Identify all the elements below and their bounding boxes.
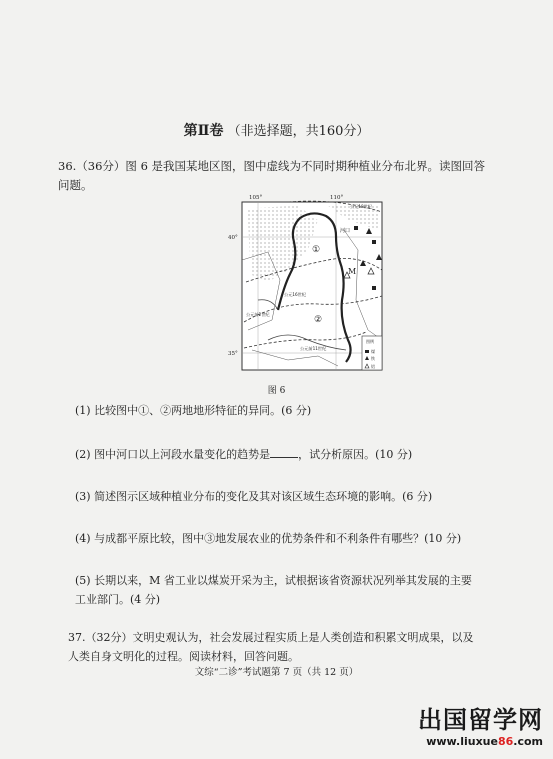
q37-line1: 37.（32分）文明史观认为，社会发展过程实质上是人类创造和积累文明成果，以及 bbox=[68, 631, 474, 644]
label-hekou: 河口 bbox=[340, 228, 351, 234]
question-37 bbox=[68, 628, 518, 666]
map-svg bbox=[228, 190, 392, 382]
label-18c: 公元18世纪 bbox=[350, 204, 373, 209]
watermark-url: www.liuxue86.com bbox=[426, 735, 543, 748]
page-footer: 文综“二诊”考试题第 7 页（共 12 页） bbox=[194, 667, 359, 678]
q36-sub4: (4) 与成都平原比较，图中③地发展农业的优势条件和不利条件有哪些？(10 分) bbox=[75, 532, 462, 545]
q36-sub5-line1: (5) 长期以来，M 省工业以煤炭开采为主，试根据该省资源状况列举其发展的主要 bbox=[75, 574, 472, 587]
q36-sub2-part-a: (2) 图中河口以上河段水量变化的趋势是 bbox=[75, 448, 271, 461]
q36-sub5-line2: 工业部门。(4 分) bbox=[75, 593, 161, 606]
coal-symbol bbox=[372, 286, 376, 290]
figure-6-map bbox=[228, 190, 392, 382]
label-11bc: 公元前11世纪 bbox=[300, 346, 327, 351]
section-title-note: （非选择题，共160分） bbox=[227, 124, 370, 139]
q36-sub5 bbox=[75, 571, 472, 609]
lon-label-105: 105° bbox=[249, 195, 263, 201]
section-title-bold: 第Ⅱ卷 bbox=[183, 123, 224, 139]
legend-title: 图例 bbox=[366, 339, 374, 344]
lon-label-110: 110° bbox=[330, 195, 344, 201]
q36-sub3: (3) 简述图示区域种植业分布的变化及其对该区域生态环境的影响。(6 分) bbox=[75, 490, 433, 503]
label-region-2: ② bbox=[314, 315, 323, 325]
watermark-cn: 出国留学网 bbox=[418, 706, 543, 734]
label-2bc: 公元前2世纪 bbox=[246, 312, 270, 317]
coal-symbol bbox=[354, 226, 358, 230]
legend-iron: 铁 bbox=[371, 356, 375, 361]
q36-sub2-part-b: ，试分析原因。(10 分) bbox=[298, 448, 413, 461]
legend-coal: 煤 bbox=[371, 349, 375, 354]
q36-sub1: (1) 比较图中①、②两地地形特征的异同。(6 分) bbox=[75, 404, 312, 417]
figure-caption: 图 6 bbox=[267, 386, 286, 396]
q36-intro-line2: 问题。 bbox=[58, 178, 93, 192]
watermark-logo bbox=[383, 700, 543, 748]
label-16c: 公元16世纪 bbox=[284, 292, 307, 297]
label-region-1: ① bbox=[312, 245, 321, 255]
lat-label-35: 35° bbox=[228, 351, 238, 357]
q37-line2: 人类自身文明化的过程。阅读材料，回答问题。 bbox=[68, 650, 299, 663]
lat-label-40: 40° bbox=[228, 235, 238, 241]
section-title bbox=[0, 120, 553, 140]
coal-symbol bbox=[372, 240, 376, 244]
answer-blank bbox=[270, 447, 298, 458]
label-m: M bbox=[348, 267, 357, 276]
q36-intro-line1: 36.（36分）图 6 是我国某地区图，图中虚线为不同时期种植业分布北界。读图回答 bbox=[58, 159, 486, 173]
legend-aluminum: 铝 bbox=[371, 364, 375, 369]
q36-sub2 bbox=[75, 446, 412, 462]
